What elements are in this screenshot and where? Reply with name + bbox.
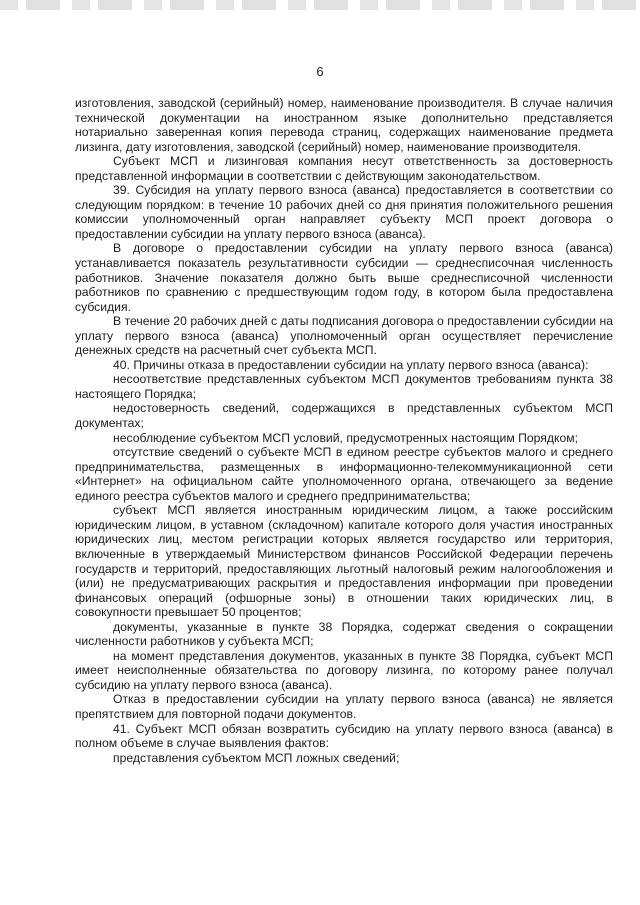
document-body — [75, 96, 613, 765]
paragraph-performance-indicator: В договоре о предоставлении субсидии на уплату первого взноса (аванса) устанавливается показатель результативности субсидии — среднесписочная численность работников. Значение показателя должно быть выше среднесписочной численности работников по сравнению с предшествующим годом году, в котором была предоставлена субсидия. — [75, 241, 613, 314]
list-item-conditions: несоблюдение субъектом МСП условий, предусмотренных настоящим Порядком; — [113, 430, 579, 445]
scan-edge-artifact — [0, 0, 640, 10]
list-item-staff-reduction: документы, указанные в пункте 38 Порядка, содержат сведения о сокращении численности работников у субъекта МСП; — [75, 619, 613, 649]
list-item-false-info: недостоверность сведений, содержащихся в представленных субъектом МСП документах; — [75, 401, 613, 431]
paragraph-clause-39: 39. Субсидия на уплату первого взноса (аванса) предоставляется в соответствии со следующим порядком: в течение 10 рабочих дней со дня принятия положительного решения комиссии уполномоченный орган направляет субъекту МСП проект договора о предоставлении субсидии на уплату первого взноса (аванса). — [75, 183, 613, 241]
paragraph-clause-41: 41. Субъект МСП обязан возвратить субсидию на уплату первого взноса (аванса) в полном объеме в случае выявления фактов: — [75, 721, 613, 751]
paragraph-continuation: изготовления, заводской (серийный) номер, наименование производителя. В случае наличия технической документации на иностранном языке дополнительно представляется нотариально заверенная копия перевода страниц, содержащих наименование предмета лизинга, дату изготовления, заводской (серийный) номер, наименование производителя. — [75, 96, 613, 154]
paragraph-refusal-note: Отказ в предоставлении субсидии на уплату первого взноса (аванса) не является препятствием для повторной подачи документов. — [75, 692, 613, 721]
list-item-false-statements: представления субъектом МСП ложных сведений; — [113, 750, 400, 765]
list-item-foreign-entity: субъект МСП является иностранным юридическим лицом, а также российским юридическим лицом, в уставном (складочном) капитале которого доля участия иностранных юридических лиц, местом регистрации которых является государство или территория, включенные в утверждаемый Министерством финансов Российской Федерации перечень государств и территорий, предоставляющих льготный налоговый режим налогообложения и (или) не предусматривающих раскрытия и предоставления информации при проведении финансовых операций (офшорные зоны) в отношении таких юридических лиц, в совокупности превышает 50 процентов; — [75, 503, 613, 620]
paragraph-clause-40: 40. Причины отказа в предоставлении субсидии на уплату первого взноса (аванса): — [113, 357, 589, 372]
list-item-unfulfilled-obligations: на момент представления документов, указанных в пункте 38 Порядка, субъект МСП имеет неисполненные обязательства по договору лизинга, по которому ранее получал субсидию на уплату первого взноса (аванса). — [75, 648, 613, 692]
list-item-noncompliance: несоответствие представленных субъектом МСП документов требованиям пункта 38 настоящего Порядка; — [75, 372, 613, 401]
paragraph-transfer-funds: В течение 20 рабочих дней с даты подписания договора о предоставлении субсидии на уплату первого взноса (аванса) уполномоченный орган осуществляет перечисление денежных средств на расчетный счет субъекта МСП. — [75, 314, 613, 358]
list-item-registry: отсутствие сведений о субъекте МСП в едином реестре субъектов малого и среднего предпринимательства, размещенных в информационно-телекоммуникационной сети «Интернет» на официальном сайте уполномоченного органа, отвечающего за ведение единого реестра субъектов малого и среднего предпринимательства; — [75, 445, 613, 503]
paragraph-responsibility: Субъект МСП и лизинговая компания несут ответственность за достоверность представленной информации в соответствии с действующим законодательством. — [75, 154, 613, 183]
page-number: 6 — [316, 64, 324, 79]
